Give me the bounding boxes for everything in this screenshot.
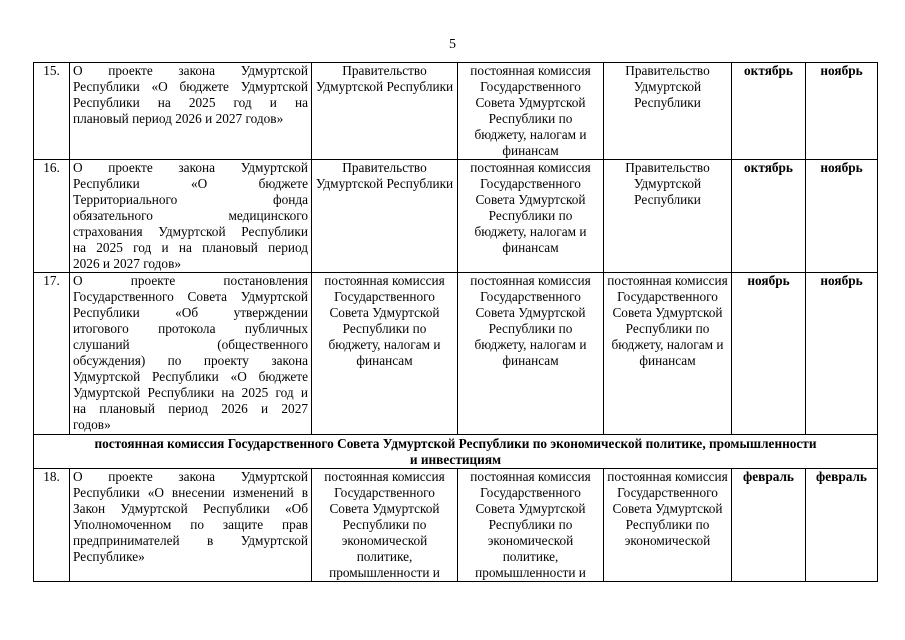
committee-cell: постоянная комиссия Государственного Совета Удмуртской Республики по экономической политике, промышленности и bbox=[458, 469, 604, 582]
committee-cell: постоянная комиссия Государственного Совета Удмуртской Республики по бюджету, налогам и финансам bbox=[458, 273, 604, 435]
initiator-cell: Правительство Удмуртской Республики bbox=[312, 160, 458, 273]
initiator-cell: Правительство Удмуртской Республики bbox=[312, 63, 458, 160]
item-title: О проекте постановления Государственного Совета Удмуртской Республики «Об утверждении итогового протокола публичных слушаний (общественного обсуждения) по проекту закона Удмуртской Республики «О бюджете Удмуртской Республики на 2025 год и на плановый период 2026 и 2027 годов» bbox=[70, 273, 312, 435]
month-submit: октябрь bbox=[732, 160, 806, 273]
month-submit: октябрь bbox=[732, 63, 806, 160]
month-submit: февраль bbox=[732, 469, 806, 582]
month-review: ноябрь bbox=[806, 63, 878, 160]
row-number: 18. bbox=[34, 469, 70, 582]
row-number: 17. bbox=[34, 273, 70, 435]
committee-cell: постоянная комиссия Государственного Совета Удмуртской Республики по бюджету, налогам и финансам bbox=[458, 63, 604, 160]
month-review: ноябрь bbox=[806, 273, 878, 435]
section-heading-row bbox=[34, 435, 878, 469]
row-number: 15. bbox=[34, 63, 70, 160]
month-review: ноябрь bbox=[806, 160, 878, 273]
plan-table bbox=[33, 62, 878, 582]
responsible-cell: Правительство Удмуртской Республики bbox=[604, 63, 732, 160]
initiator-cell: постоянная комиссия Государственного Совета Удмуртской Республики по экономической политике, промышленности и bbox=[312, 469, 458, 582]
month-review: февраль bbox=[806, 469, 878, 582]
initiator-cell: постоянная комиссия Государственного Совета Удмуртской Республики по бюджету, налогам и финансам bbox=[312, 273, 458, 435]
responsible-cell: постоянная комиссия Государственного Совета Удмуртской Республики по бюджету, налогам и финансам bbox=[604, 273, 732, 435]
table-row bbox=[34, 63, 878, 160]
table-row bbox=[34, 273, 878, 435]
row-number: 16. bbox=[34, 160, 70, 273]
responsible-cell: Правительство Удмуртской Республики bbox=[604, 160, 732, 273]
item-title: О проекте закона Удмуртской Республики «О бюджете Удмуртской Республики на 2025 год и на плановый период 2026 и 2027 годов» bbox=[70, 63, 312, 160]
committee-cell: постоянная комиссия Государственного Совета Удмуртской Республики по бюджету, налогам и финансам bbox=[458, 160, 604, 273]
item-title: О проекте закона Удмуртской Республики «О бюджете Территориального фонда обязательного медицинского страхования Удмуртской Республики на 2025 год и на плановый период 2026 и 2027 годов» bbox=[70, 160, 312, 273]
month-submit: ноябрь bbox=[732, 273, 806, 435]
page-number: 5 bbox=[449, 37, 456, 52]
table-row bbox=[34, 469, 878, 582]
section-heading: постоянная комиссия Государственного Совета Удмуртской Республики по экономической политике, промышленности и инвестициям bbox=[34, 435, 878, 469]
item-title: О проекте закона Удмуртской Республики «О внесении изменений в Закон Удмуртской Республики «Об Уполномоченном по защите прав предпринимателей в Удмуртской Республике» bbox=[70, 469, 312, 582]
responsible-cell: постоянная комиссия Государственного Совета Удмуртской Республики по экономической bbox=[604, 469, 732, 582]
table-row bbox=[34, 160, 878, 273]
